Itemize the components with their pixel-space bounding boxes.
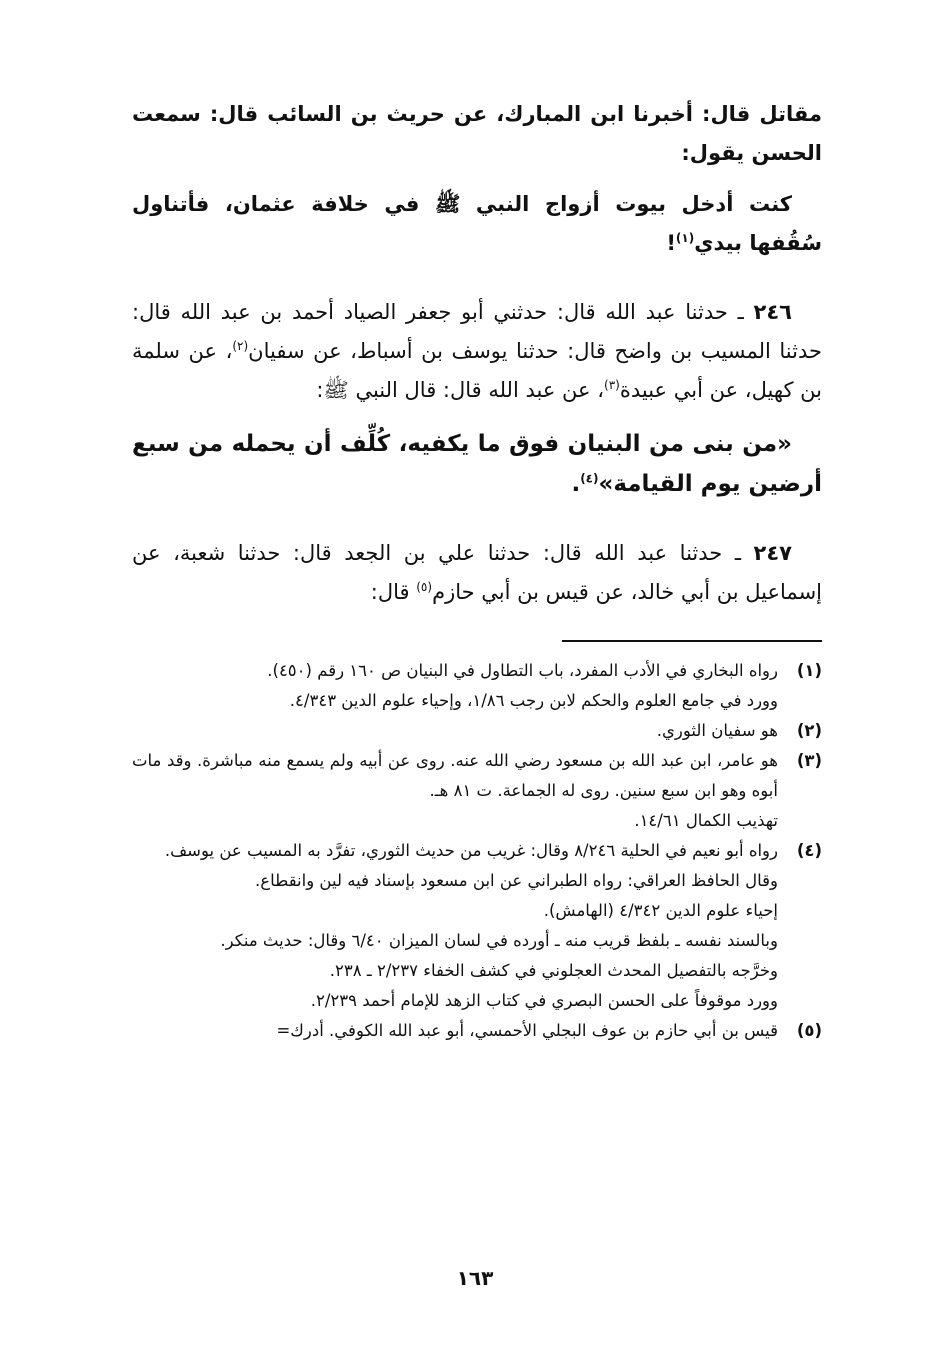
footnote-line: تهذيب الكمال ١٤/٦١. — [634, 811, 778, 830]
footnote-line: وورد موقوفاً على الحسن البصري في كتاب الزهد للإمام أحمد ٢/٢٣٩. — [310, 991, 778, 1010]
footnote-5 — [132, 1016, 822, 1046]
footnote-mark: (٣) — [796, 751, 822, 770]
footnote-mark: (٢) — [796, 721, 822, 740]
footnote-ref-5: (٥) — [416, 580, 433, 594]
footnote-body — [132, 716, 778, 746]
hasan-quote-text: كنت أدخل بيوت أزواج النبي ﷺ في خلافة عثمان، فأتناول سُقُفها بيدي — [132, 192, 822, 255]
hadith-246-matn-end: . — [571, 471, 581, 497]
footnote-ref-1: (١) — [675, 231, 695, 245]
hadith-247-isnad-2: قال: — [370, 580, 417, 604]
footnote-body — [132, 656, 778, 716]
footnote-body — [132, 1016, 778, 1046]
footnote-body — [132, 746, 778, 836]
footnote-ref-2: (٢) — [232, 339, 249, 353]
page-body — [132, 95, 822, 1046]
hadith-247-isnad-1: ـ حدثنا عبد الله قال: حدثنا علي بن الجعد قال: حدثنا شعبة، عن إسماعيل بن أبي خالد، عن قيس بن أبي حازم — [132, 541, 822, 604]
footnote-line: وورد في جامع العلوم والحكم لابن رجب ١/٨٦، وإحياء علوم الدين ٤/٣٤٣. — [289, 691, 778, 710]
footnote-line: وخرَّجه بالتفصيل المحدث العجلوني في كشف الخفاء ٢/٢٣٧ ـ ٢٣٨. — [329, 961, 778, 980]
footnote-2 — [132, 716, 822, 746]
footnote-mark: (٥) — [796, 1021, 822, 1040]
footnote-body — [132, 836, 778, 1016]
hadith-number-247: ٢٤٧ — [753, 541, 792, 565]
hadith-246-matn — [132, 424, 822, 504]
hasan-quote-end: ! — [666, 231, 676, 255]
footnote-line: قيس بن أبي حازم بن عوف البجلي الأحمسي، أبو عبد الله الكوفي. أدرك= — [276, 1021, 778, 1040]
footnote-ref-4: (٤) — [580, 471, 599, 486]
footnote-1 — [132, 656, 822, 716]
footnote-line: إحياء علوم الدين ٤/٣٤٢ (الهامش). — [543, 901, 778, 920]
hadith-246-isnad-3: ، عن عبد الله قال: قال النبي ﷺ: — [316, 378, 605, 402]
footnote-line: رواه البخاري في الأدب المفرد، باب التطاول في البنيان ص ١٦٠ رقم (٤٥٠). — [267, 661, 778, 680]
footnote-4 — [132, 836, 822, 1016]
footnote-mark: (٤) — [796, 841, 822, 860]
paragraph-hasan-quote — [132, 185, 822, 263]
footnote-line: رواه أبو نعيم في الحلية ٨/٢٤٦ وقال: غريب من حديث الثوري، تفرَّد به المسيب عن يوسف. — [164, 841, 778, 860]
hadith-246-isnad-2: ، عن سلمة بن كهيل، عن أبي عبيدة — [132, 339, 822, 402]
hadith-246 — [132, 293, 822, 410]
footnote-ref-3: (٣) — [604, 378, 620, 392]
footnote-separator — [562, 640, 822, 642]
footnote-line: وقال الحافظ العراقي: رواه الطبراني عن ابن مسعود بإسناد فيه لين وانقطاع. — [255, 871, 778, 890]
page-number: ١٦٣ — [456, 1266, 494, 1290]
paragraph-intro: مقاتل قال: أخبرنا ابن المبارك، عن حريث بن السائب قال: سمعت الحسن يقول: — [132, 102, 822, 165]
hadith-247 — [132, 534, 822, 612]
hadith-246-isnad-1: ـ حدثنا عبد الله قال: حدثني أبو جعفر الصياد أحمد بن عبد الله قال: حدثنا المسيب بن واضح قال: حدثنا يوسف بن أسباط، عن سفيان — [132, 300, 822, 363]
footnote-3 — [132, 746, 822, 836]
footnote-line: هو عامر، ابن عبد الله بن مسعود رضي الله عنه. روى عن أبيه ولم يسمع منه مباشرة. وقد مات أبوه وهو ابن سبع سنين. روى له الجماعة. ت ٨١ هـ. — [132, 751, 778, 800]
footnote-line: وبالسند نفسه ـ بلفظ قريب منه ـ أورده في لسان الميزان ٦/٤٠ وقال: حديث منكر. — [220, 931, 778, 950]
footnote-line: هو سفيان الثوري. — [656, 721, 778, 740]
hadith-number-246: ٢٤٦ — [753, 300, 792, 324]
footnote-mark: (١) — [796, 661, 822, 680]
hadith-246-matn-text: «من بنى من البنيان فوق ما يكفيه، كُلِّف أن يحمله من سبع أرضين يوم القيامة» — [132, 431, 822, 497]
